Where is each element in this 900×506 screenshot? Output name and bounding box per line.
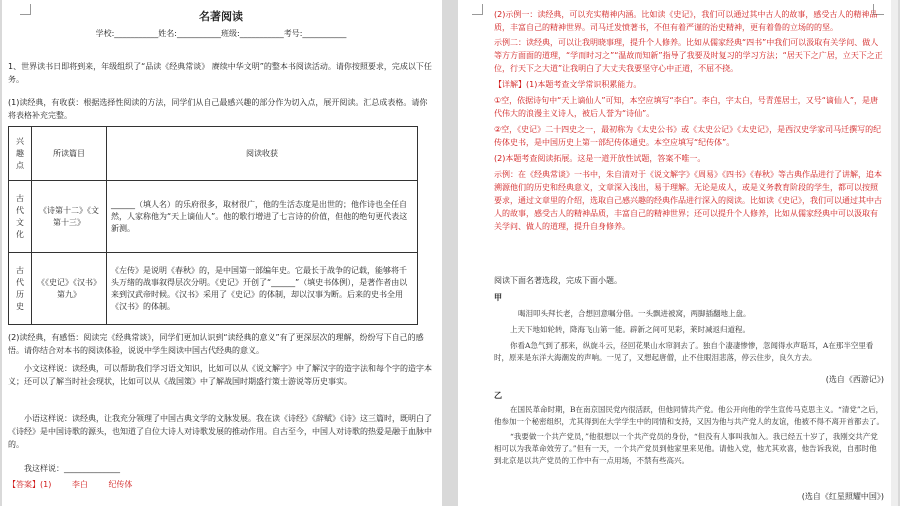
source-b: (选自《红星照耀中国》): [801, 492, 884, 501]
answer-line: 示例二：读经典，可以让我明晓事理，提升个人修养。比如从儒家经典“四书”中我们可以汲取有关学问、做人等方方面面的道理，“学而时习之”“温故而知新”指导了我要及时复习的学习方法；“居天下之广居，立天下之正位，行天下之大道”让我明白了大丈夫我要坚守心中正道，不屈不挠。: [494, 38, 883, 73]
answer-label: 【答案】(1): [8, 480, 52, 489]
my-view-line: 我这样说：______________: [24, 464, 120, 473]
table-header-cell: 阅读收获: [107, 127, 418, 181]
passage-a: [494, 308, 884, 364]
paragraph-xiaowen: 小文这样说：读经典，可以帮助我们学习语文知识，比如可以从《说文解字》中了解汉字的造字法和每个字的造字本义；还可以了解当时社会现状，比如可以从《战国策》中了解战国时期盛行策士游说等历史事实。: [8, 364, 432, 386]
passage-line: 在国民革命时期，B在南京国民党内很活跃，但他同情共产党。他公开向他的学生宣传马克思主义。“清党”之后，他参加一个秘密组织，尤其得到在大学学生中的同情和支持，又因为他与共产党人的友谊，他被不得不离开首都去了。: [494, 405, 884, 426]
corner-mark: [472, 4, 483, 15]
section-b-label: 乙: [494, 391, 502, 400]
table-header-row: [9, 127, 418, 181]
table-cell: 《《史记》《汉书》第九》: [32, 253, 107, 325]
answer-1: 李白: [71, 480, 88, 489]
table-cell: ______（填人名）的乐府很多，取材很广，他的生活态度是出世的；他作诗也全任自然，人家称他为“天上谪仙人”。他的歌行增进了七言诗的价值，但他的绝句更代表这新测。: [107, 181, 418, 253]
answer-line: [8, 478, 434, 491]
question-1-task-1: (1)读经典，有收获：根据选择性阅读的方法，同学们从自己最感兴趣的部分作为切入点，展开阅读。汇总成表格。请你将表格补充完整。: [8, 98, 428, 120]
page-title: 名著阅读: [199, 10, 243, 23]
answer-line: ②空，《史记》二十四史之一，最初称为《太史公书》或《太史公记》《太史记》，是西汉史学家司马迁撰写的纪传体史书，是中国历史上第一部纪传体通史。本空应填写“纪传体”。: [494, 125, 882, 147]
table-header-cell: 兴趣点: [9, 127, 32, 181]
table-cell: 古代文化: [9, 181, 32, 253]
student-info-line: 学校:___________姓名:___________班级:___________考号:___________: [95, 29, 347, 38]
reading-table: [8, 126, 418, 325]
answer-line: ①空，依据诗句中“天上谪仙人”可知，本空应填写“李白”。李白，字太白，号青莲居士，又号“谪仙人”，是唐代伟大的浪漫主义诗人，被后人誉为“诗仙”。: [494, 96, 879, 118]
answer-line: (2)本题考查阅读拓展。这是一道开放性试题，答案不唯一。: [494, 154, 706, 163]
table-cell: 《诗第十二》《文第十三》: [32, 181, 107, 253]
answer-line: (2)示例一：读经典，可以充实精神内涵。比如读《史记》，我们可以通过其中古人的故事，感受古人的精神品质，丰富自己的精神世界。司马迁发愤著书，不但有着严谨的治史精神，更有着鲁的立场的的坚。: [494, 10, 878, 32]
question-1-intro: 1、世界读书日即将到来，年级组织了“品读《经典常谈》 赓续中华文明”的整本书阅读活动。请你按照要求，完成以下任务。: [8, 62, 432, 84]
section-a-label: 甲: [494, 293, 502, 302]
left-page: [2, 0, 442, 506]
passage-line: 上天下地如轮转，降海飞山第一能。辟新之间可见彩，莱时减返归道程。: [510, 325, 750, 334]
table-cell: 古代历史: [9, 253, 32, 325]
right-page: [458, 0, 898, 506]
table-header-cell: 所读篇目: [32, 127, 107, 181]
question-1-task-2: (2)读经典，有感悟：阅读完《经典常谈》，同学们更加认识到“读经典的意义”有了更深层次的理解，纷纷写下自己的感悟。请你结合对本书的阅读体验，说说中学生阅读中国古代经典的意义。: [8, 333, 424, 355]
paragraph-xiaoyu: 小语这样说：读经典，让我充分领理了中国古典文学的文脉发展。我在读《诗经》《辞赋》《诗》这三篇时，既明白了《诗经》是中国诗歌的源头，也知道了自位大诗人对诗歌发展的推动作用。自古至今，中国人对诗歌的热爱是融于血脉中的。: [8, 414, 432, 449]
table-cell: 《左传》是说明《春秋》的，是中国第一部编年史。它最长于战争的记载，能够将千头万绪的战事叙得层次分明。《史记》开创了“______”（填史书体例），是著作者由以来到汉武帝时候。《汉书》采用了《史记》的体制，却以汉事为断。后来的史书全用《汉书》的体制。: [107, 253, 418, 325]
passage-line: 你看A急气到了那来，纵旋斗云，径回花果山水帘洞去了。独自个凄凄惨惨，忽闻得水声聒耳，A在那半空里看时，原来是东洋大海潮发的声响。一见了，又想起唐僧，止不住眼泪悲落，停云住步，良久方去。: [494, 341, 874, 362]
answer-explanation-block: [494, 8, 884, 233]
passage-b: [494, 404, 884, 467]
source-a: (选自《西游记》): [825, 375, 884, 384]
answer-line: 示例：在《经典常谈》一书中，朱自清对于《说文解字》《周易》《四书》《春秋》等古典作品进行了讲解，追本溯源他们的历史和经典意义，文章深入浅出，易于理解。无论是成人，或是义务教育阶段的学生，都可以按照要求，通过文章里的介绍，选取自己感兴趣的经典作品进行深入的阅读。比如读《史记》，我们可以通过其中古人的故事，感受古人的精神品质，丰富自己的精神世界；还可以提升个人修养，比如从儒家经典中可以汲取有关学问、做人的道理，提升自身修养。: [494, 170, 882, 231]
table-row: [9, 181, 418, 253]
scrollbar[interactable]: [891, 0, 898, 506]
table-row: [9, 253, 418, 325]
passage-line: “我要做一个共产党员，”他很想以一个共产党员的身份，“但没有人事叫我加入。我已经五十岁了，我刚交共产党相可以为我革命效劳了。”但有一天，一个共产党员到他家里来见他。请他入党，他尤其欢喜，他告诉我说，自那时他到北京是以共产党员的工作中有一点用场，不禁有些高兴。: [494, 432, 878, 465]
passage-line: 喝泪叩头拜长老，合想回意嘱分借。一头飘进被窝，两脚插翻地上盘。: [518, 309, 751, 318]
answer-2: 纪传体: [108, 480, 133, 489]
answer-line: 【详解】(1)本题考查文学常识积累能力。: [494, 80, 642, 89]
reading-prompt: 阅读下面名著选段，完成下面小题。: [494, 276, 622, 285]
